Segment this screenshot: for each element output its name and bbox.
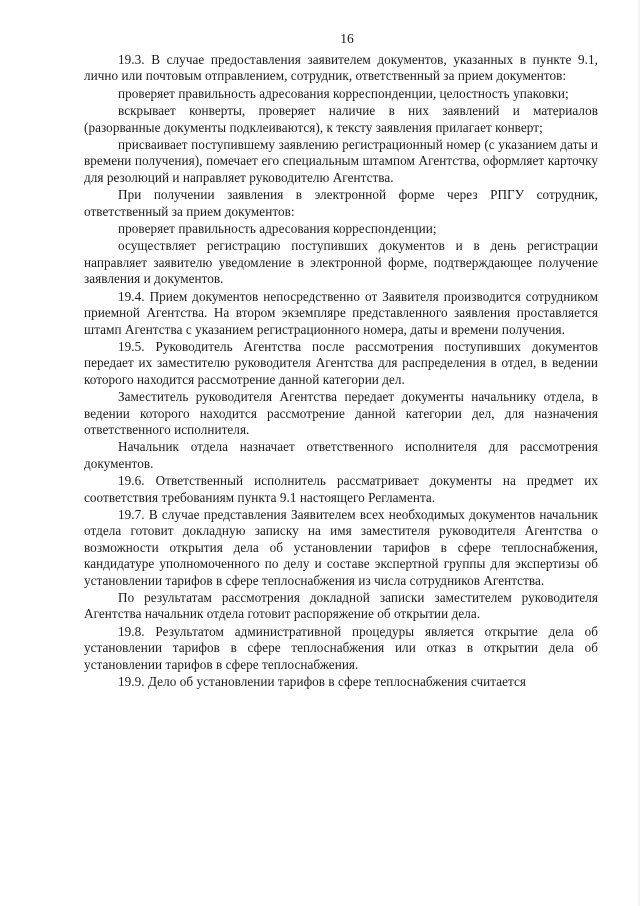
paragraph-registration: осуществляет регистрацию поступивших документов и в день регистрации направляет заявителю уведомление в электронной форме, подтверждающее получение заявления и документов.	[84, 238, 598, 287]
paragraph-deputy-head: Заместитель руководителя Агентства передает документы начальнику отдела, в ведении которого находится рассмотрение данной категории дел, для назначения ответственного исполнителя.	[84, 389, 598, 437]
paragraph-19-8: 19.8. Результатом административной процедуры является открытие дела об установлении тарифов в сфере теплоснабжения или отказ в открытии дела об установлении тарифов в сфере теплоснабжения.	[84, 623, 598, 672]
paragraph-check-addressing: проверяет правильность адресования корреспонденции, целостность упаковки;	[118, 85, 569, 101]
paragraph-assign-number: присваивает поступившему заявлению регистрационный номер (с указанием даты и времени получения), помечает его специальным штампом Агентства, оформляет карточку для резолюций и направляет руководителю Агентства.	[84, 137, 598, 185]
paragraph-19-3: 19.3. В случае предоставления заявителем документов, указанных в пункте 9.1, лично или почтовым отправлением, сотрудник, ответственный за прием документов:	[84, 52, 598, 84]
paragraph-19-9: 19.9. Дело об установлении тарифов в сфере теплоснабжения считается	[118, 674, 527, 690]
paragraph-19-7: 19.7. В случае представления Заявителем всех необходимых документов начальник отдела готовит докладную записку на имя заместителя руководителя Агентства о возможности открытия дела об установлении тарифов в сфере теплоснабжения, кандидатуре уполномоченного по делу и составе экспертной группы для экспертизы об установлении тарифов в сфере теплоснабжения из числа сотрудников Агентства.	[84, 506, 598, 588]
paragraph-19-6: 19.6. Ответственный исполнитель рассматривает документы на предмет их соответствия требованиям пункта 9.1 настоящего Регламента.	[84, 473, 598, 505]
scan-edge	[636, 0, 640, 906]
paragraph-check-correspondence: проверяет правильность адресования корреспонденции;	[118, 221, 437, 237]
paragraph-open-envelopes: вскрывает конверты, проверяет наличие в них заявлений и материалов (разорванные документы подклеиваются), к тексту заявления прилагает конверт;	[84, 103, 598, 135]
paragraph-19-4: 19.4. Прием документов непосредственно от Заявителя производится сотрудником приемной Агентства. На втором экземпляре представленного заявления проставляется штамп Агентства с указанием регистрационного номера, даты и времени получения.	[84, 288, 598, 337]
paragraph-electronic-form: При получении заявления в электронной форме через РПГУ сотрудник, ответственный за прием документов:	[84, 187, 598, 219]
paragraph-department-head: Начальник отдела назначает ответственного исполнителя для рассмотрения документов.	[84, 439, 598, 471]
paragraph-19-5: 19.5. Руководитель Агентства после рассмотрения поступивших документов передает их заместителю руководителя Агентства для распределения в отдел, в ведении которого находится рассмотрение данной категории дел.	[84, 338, 598, 387]
paragraph-memo-results: По результатам рассмотрения докладной записки заместителем руководителя Агентства начальник отдела готовит распоряжение об открытии дела.	[84, 590, 598, 622]
page-number: 16	[340, 31, 354, 46]
